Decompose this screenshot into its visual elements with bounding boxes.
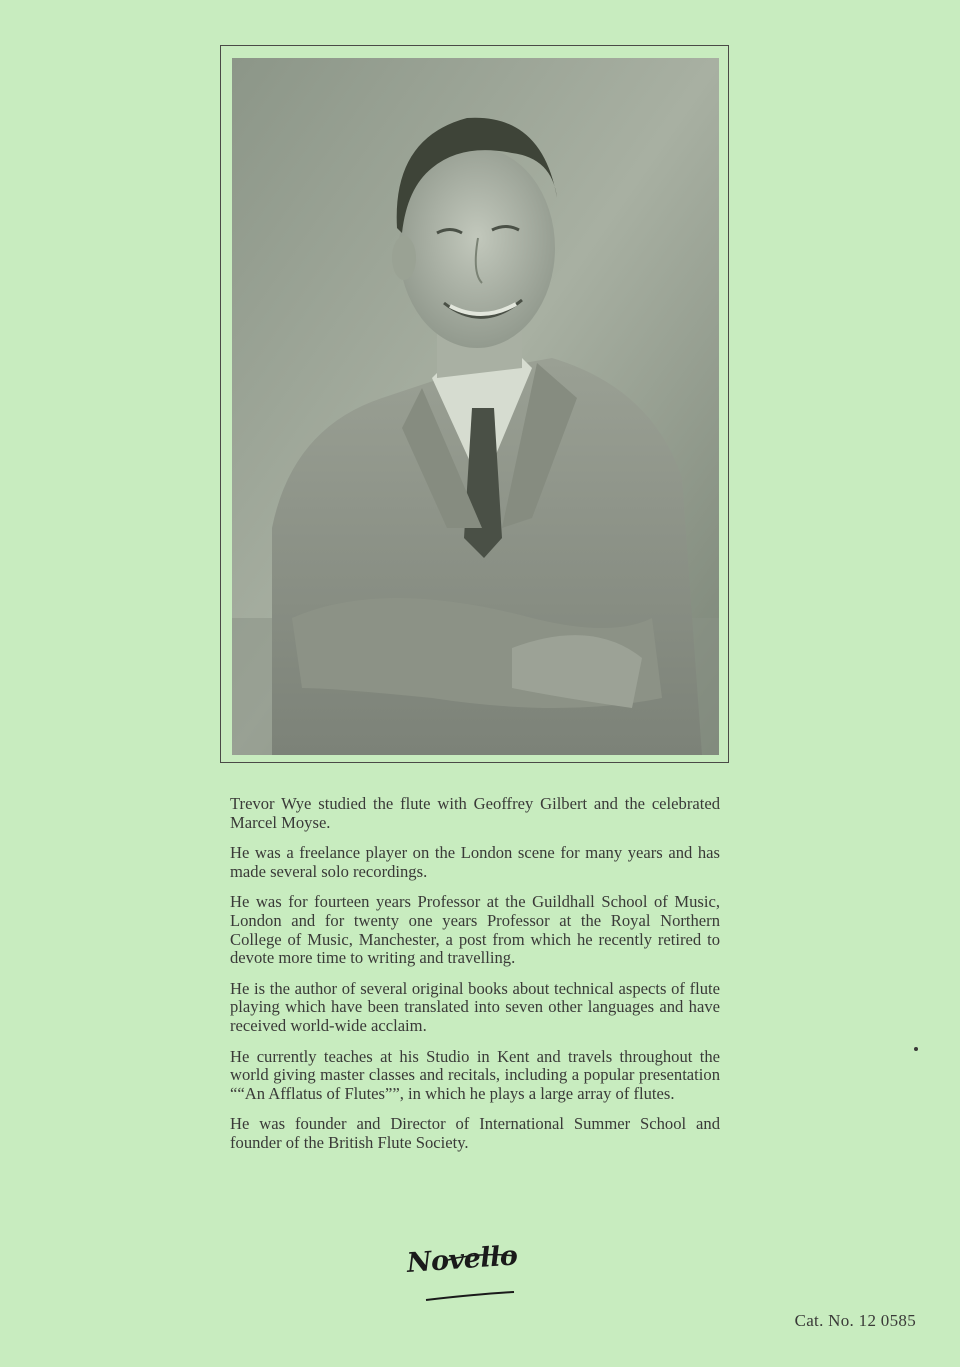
- bio-paragraph: He was founder and Director of International Summer School and founder of the British Flute Society.: [230, 1114, 720, 1152]
- novello-logo-text: Novello: [405, 1240, 519, 1279]
- bio-paragraph: He was for fourteen years Professor at the Guildhall School of Music, London and for twenty one years Professor at the Royal Northern College of Music, Manchester, a post from which he recently retired to devote more time to writing and travelling.: [230, 892, 720, 968]
- bio-paragraph: Trevor Wye studied the flute with Geoffrey Gilbert and the celebrated Marcel Moyse.: [230, 794, 720, 832]
- author-biography: [230, 795, 720, 1165]
- novello-logo: [405, 1240, 548, 1308]
- logo-underline-icon: [408, 1248, 548, 1308]
- page-speck: [914, 1047, 918, 1051]
- catalogue-number: Cat. No. 12 0585: [794, 1311, 916, 1330]
- author-portrait-photo: [232, 58, 719, 755]
- bio-paragraph: He was a freelance player on the London scene for many years and has made several solo recordings.: [230, 843, 720, 881]
- bio-paragraph: He is the author of several original books about technical aspects of flute playing which have been translated into seven other languages and have received world-wide acclaim.: [230, 978, 720, 1035]
- bio-paragraph: He currently teaches at his Studio in Kent and travels throughout the world giving master classes and recitals, including a popular presentation ““An Afflatus of Flutes””, in which he plays a large array of flutes.: [230, 1046, 720, 1103]
